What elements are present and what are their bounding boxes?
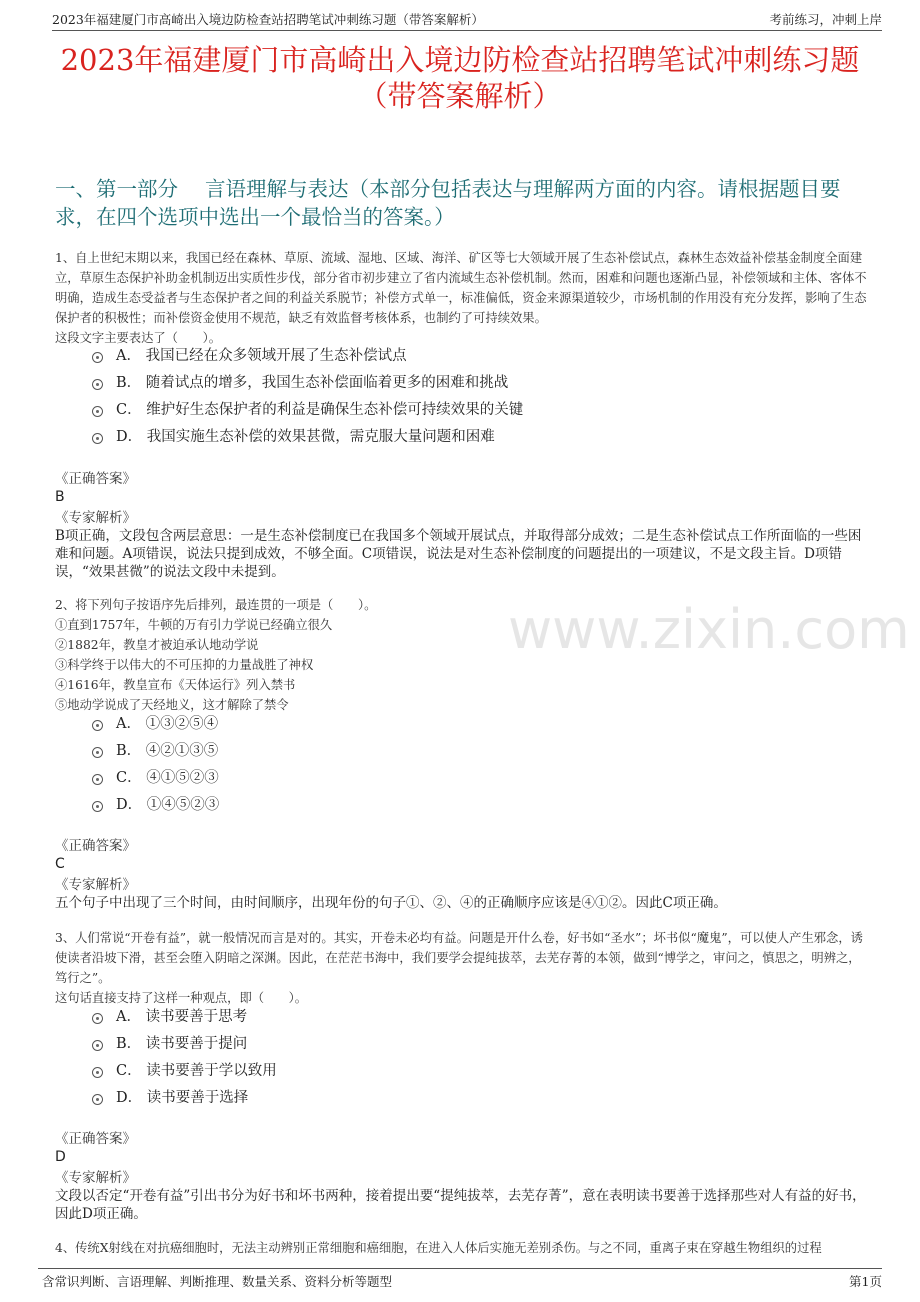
radio-icon[interactable]	[92, 1013, 103, 1024]
title-line-1: 2023年福建厦门市高崎出入境边防检查站招聘笔试冲刺练习题	[60, 43, 860, 77]
option-label: A． 我国已经在众多领域开展了生态补偿试点	[116, 348, 407, 364]
question-stem: 2、将下列句子按语序先后排列，最连贯的一项是（ ）。	[55, 598, 377, 612]
analysis-text: B项正确，文段包含两层意思：一是生态补偿制度已在我国多个领域开展试点，并取得部分成效；二是生态补偿试点工作所面临的一些困难和问题。A项错误，说法只提到成效，不够全面。C项错误，说法是对生态补偿制度的问题提出的一项建议，不是文段主旨。D项错误，“效果甚微”的说法文段中未提到。	[55, 528, 862, 580]
option-a[interactable]	[92, 343, 523, 370]
radio-icon[interactable]	[92, 720, 103, 731]
option-c[interactable]	[92, 1058, 277, 1085]
option-label: D． 读书要善于选择	[116, 1090, 249, 1106]
radio-icon[interactable]	[92, 774, 103, 785]
question-3-answer	[55, 1130, 870, 1223]
sentence-item: ⑤地动学说成了天经地义，这才解除了禁令	[55, 698, 289, 712]
question-3-stem	[55, 928, 870, 1008]
answer-label: 《正确答案》	[55, 1131, 136, 1147]
option-a[interactable]	[92, 1004, 277, 1031]
option-label: D． 我国实施生态补偿的效果甚微，需克服大量问题和困难	[116, 429, 495, 445]
question-stem: 4、传统X射线在对抗癌细胞时，无法主动辨别正常细胞和癌细胞，在进入人体后实施无差别杀伤。与之不同，重离子束在穿越生物组织的过程	[55, 1241, 822, 1255]
page-title	[0, 42, 920, 114]
option-label: C． ④①⑤②③	[116, 770, 219, 786]
sentence-item: ④1616年，教皇宣布《天体运行》列入禁书	[55, 678, 296, 692]
analysis-text: 五个句子中出现了三个时间，由时间顺序，出现年份的句子①、②、④的正确顺序应该是④①②。因此C项正确。	[55, 895, 727, 911]
option-label: C． 维护好生态保护者的利益是确保生态补偿可持续效果的关键	[116, 402, 524, 418]
sentence-item: ①直到1757年，牛顿的万有引力学说已经确立很久	[55, 618, 333, 632]
option-c[interactable]	[92, 765, 219, 792]
sentence-item: ③科学终于以伟大的不可压抑的力量战胜了神权	[55, 658, 314, 672]
header-doc-title: 2023年福建厦门市高崎出入境边防检查站招聘笔试冲刺练习题（带答案解析）	[52, 12, 484, 27]
answer-value: C	[55, 856, 65, 872]
question-2-options	[92, 711, 219, 819]
option-d[interactable]	[92, 792, 219, 819]
section-heading: 一、第一部分 言语理解与表达（本部分包括表达与理解两方面的内容。请根据题目要求，在四个选项中选出一个最恰当的答案。）	[55, 177, 841, 229]
header-slogan: 考前练习，冲刺上岸	[769, 12, 882, 27]
page-footer	[42, 1272, 882, 1290]
question-1-answer	[55, 470, 870, 581]
option-a[interactable]	[92, 711, 219, 738]
footer-topics: 含常识判断、言语理解、判断推理、数量关系、资料分析等题型	[42, 1274, 393, 1289]
radio-icon[interactable]	[92, 352, 103, 363]
question-ask: 这段文字主要表达了（ ）。	[55, 331, 222, 345]
answer-label: 《正确答案》	[55, 838, 136, 854]
question-stem: 1、自上世纪末期以来，我国已经在森林、草原、流域、湿地、区域、海洋、矿区等七大领域开展了生态补偿试点，森林生态效益补偿基金制度全面建立，草原生态保护补助金机制迈出实质性步伐，部分省市初步建立了省内流域生态补偿机制。然而，困难和问题也逐渐凸显，补偿领域和主体、客体不明确，造成生态受益者与生态保护者之间的利益关系脱节；补偿方式单一，标准偏低，资金来源渠道较少，市场机制的作用没有充分发挥，影响了生态保护者的积极性；而补偿资金使用不规范，缺乏有效监督考核体系，也制约了可持续效果。	[55, 251, 867, 325]
question-2-stem	[55, 595, 870, 715]
option-b[interactable]	[92, 370, 523, 397]
radio-icon[interactable]	[92, 406, 103, 417]
option-label: C． 读书要善于学以致用	[116, 1063, 277, 1079]
radio-icon[interactable]	[92, 1094, 103, 1105]
page-number: 第1页	[849, 1274, 882, 1289]
question-1-options	[92, 343, 523, 451]
option-b[interactable]	[92, 1031, 277, 1058]
sentence-item: ②1882年，教皇才被迫承认地动学说	[55, 638, 259, 652]
footer-divider	[38, 1268, 882, 1269]
option-d[interactable]	[92, 424, 523, 451]
option-label: A． 读书要善于思考	[116, 1009, 248, 1025]
question-3-options	[92, 1004, 277, 1112]
radio-icon[interactable]	[92, 1067, 103, 1078]
answer-label: 《正确答案》	[55, 471, 136, 487]
title-line-2: （带答案解析）	[358, 79, 562, 113]
analysis-label: 《专家解析》	[55, 877, 136, 893]
radio-icon[interactable]	[92, 1040, 103, 1051]
option-label: B． 读书要善于提问	[116, 1036, 248, 1052]
analysis-label: 《专家解析》	[55, 510, 136, 526]
option-label: D． ①④⑤②③	[116, 797, 220, 813]
question-ask: 这句话直接支持了这样一种观点，即（ ）。	[55, 991, 308, 1005]
radio-icon[interactable]	[92, 801, 103, 812]
radio-icon[interactable]	[92, 747, 103, 758]
option-label: B． ④②①③⑤	[116, 743, 219, 759]
question-stem: 3、人们常说“开卷有益”，就一般情况而言是对的。其实，开卷未必均有益。问题是开什么卷，好书如“圣水”；坏书似“魔鬼”，可以使人产生邪念，诱使读者沿坡下滑，甚至会堕入阴暗之深渊。因此，在茫茫书海中，我们要学会提纯拔萃，去芜存菁的本领，做到“博学之，审问之，慎思之，明辨之，笃行之”。	[55, 931, 863, 985]
question-2-answer	[55, 837, 870, 912]
question-4-stem	[55, 1238, 870, 1260]
analysis-text: 文段以否定“开卷有益”引出书分为好书和坏书两种，接着提出要“提纯拔萃，去芜存菁”，意在表明读书要善于选择那些对人有益的好书，因此D项正确。	[55, 1188, 866, 1222]
radio-icon[interactable]	[92, 433, 103, 444]
radio-icon[interactable]	[92, 379, 103, 390]
question-1-stem	[55, 248, 870, 348]
header-divider	[52, 30, 882, 31]
watermark: www.zixin.com	[508, 598, 910, 661]
option-c[interactable]	[92, 397, 523, 424]
answer-value: D	[55, 1149, 66, 1165]
option-b[interactable]	[92, 738, 219, 765]
option-label: B． 随着试点的增多，我国生态补偿面临着更多的困难和挑战	[116, 375, 509, 391]
option-label: A． ①③②⑤④	[116, 716, 219, 732]
answer-value: B	[55, 489, 65, 505]
analysis-label: 《专家解析》	[55, 1170, 136, 1186]
option-d[interactable]	[92, 1085, 277, 1112]
